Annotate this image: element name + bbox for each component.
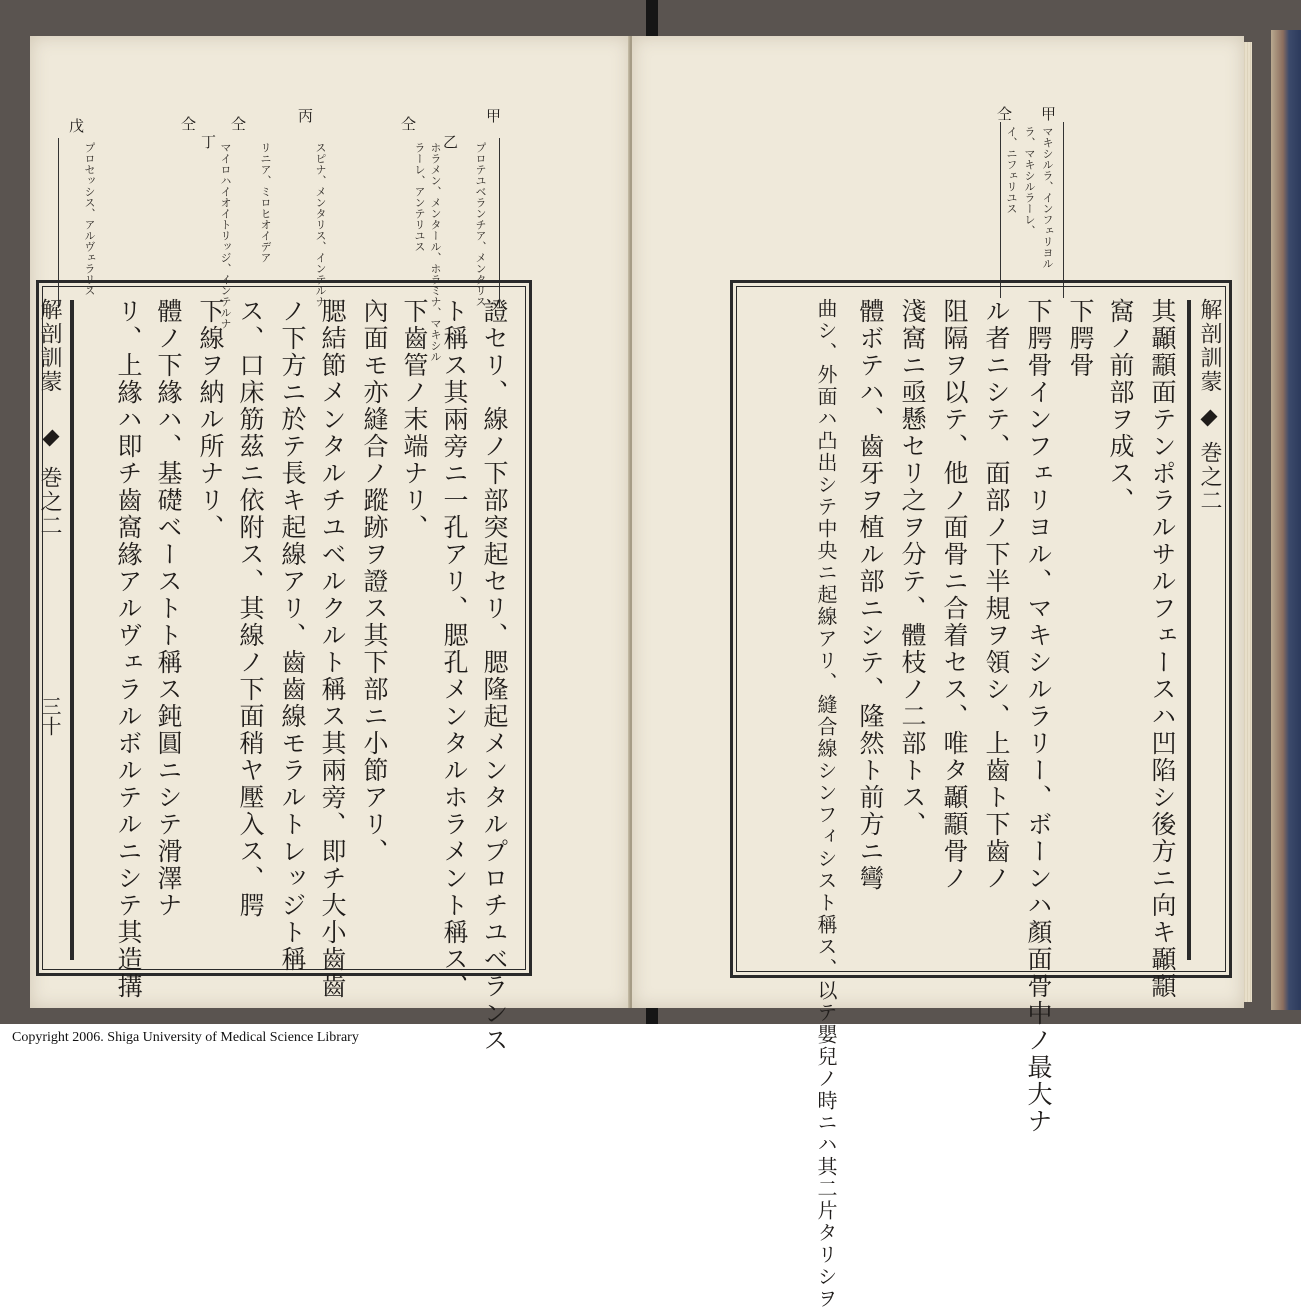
annotation-note: リニア、ミロヒオイデア [259,142,272,263]
text-column: 腮結節メンタルチユベルクルト稱ス其兩旁、即チ大小齒齒 [318,298,347,1000]
text-column: 窩ノ前部ヲ成ス、 [1106,298,1135,514]
annotation-note: スピナ、メンタリス、インテルナ [314,142,327,307]
book-cover-edge [1271,30,1301,1010]
label-do: 仝 [995,106,1013,121]
label-otsu: 乙 [441,134,459,149]
text-column: 阻隔ヲ以テ、他ノ面骨ニ合着セス、唯タ顳顬骨ノ [940,298,969,892]
label-bo: 戊 [67,118,85,133]
margin-volume: 巻之二 [37,466,62,538]
text-column: 體ボテハ、齒牙ヲ植ル部ニシテ、隆然ト前方ニ彎 [856,298,885,892]
text-column: 曲シ、外面ハ凸出シテ中央ニ起線アリ、縫合線シンフィシスト稱ス、以テ嬰兒ノ時ニハ其二片タリシヲ [814,298,838,1310]
text-column: 下齒管ノ末端ナリ、 [400,298,429,541]
text-column: 內面モ亦縫合ノ蹤跡ヲ證ス其下部ニ小節アリ、 [360,298,389,865]
text-column: 體ノ下緣ハ、基礎ベーストト稱ス鈍圓ニシテ滑澤ナ [154,298,183,919]
label-do-1: 仝 [399,116,417,131]
text-column: リ、上緣ハ即チ齒窩緣アルヴェラルボルテルニシテ其造搆 [114,298,143,1000]
folio-number: 三十 [38,696,62,736]
header-book-title: 解剖訓蒙 [1197,298,1222,394]
header-volume: 巻之二 [1197,441,1222,513]
margin-divider [70,300,74,960]
annotation-note: ラーレ、アンテリユス [413,142,426,252]
copyright-notice: Copyright 2006. Shiga University of Medical Science Library [12,1030,359,1045]
label-do-2: 仝 [229,116,247,131]
text-column: 淺窩ニ亟懸セリ之ヲ分テ、體枝ノ二部トス、 [898,298,927,838]
annotation-note: プロテユベランチア、メンタリス [474,142,487,307]
label-ki: 甲 [484,108,502,123]
bookmark-ribbon-top [646,0,658,36]
margin-divider [1187,300,1191,960]
label-hei: 丙 [296,108,314,123]
text-column: 其顳顬面テンポラルサルフェースハ凹陷シ後方ニ向キ顳顬 [1148,298,1177,1000]
label-ki: 甲 [1039,106,1057,121]
annotation-note: プロセッシス、アルヴェラリス [83,142,96,296]
label-do-3: 仝 [179,116,197,131]
text-column: 證セリ、線ノ下部突起セリ、腮隆起メンタルプロチユベランス [480,298,509,1054]
right-page [632,36,1244,1310]
text-column: 下腭骨インフェリヨル、マキシルラリー、ボーンハ顏面骨中ノ最大ナ [1024,298,1053,1135]
text-column: ト稱ス其兩旁ニ一孔アリ、腮孔メンタルホラメント稱ス、 [440,298,469,1000]
text-column: ス、口床筋茲ニ依附ス、其線ノ下面稍ヤ壓入ス、腭 [236,298,265,919]
annotation-note: マイロハイオイトリッジ、インテルナ [219,142,232,329]
annotation-note: ホラメン、メンタール、ホラミナ、マキシル [429,142,442,362]
text-column: 下線ヲ納ル所ナリ、 [196,298,225,541]
label-tei: 丁 [199,134,217,149]
annotation-note: マキシルラ、インフェリヨル [1041,126,1054,269]
text-column: ノ下方ニ於テ長キ起線アリ、齒齒線モラルトレッジト稱 [278,298,307,973]
margin-book-title: 解剖訓蒙 [37,298,62,394]
annotation-note: イ、ニフェリユス [1005,126,1018,214]
annotation-note: ラ、マキシルラーレ、 [1023,126,1036,236]
text-column: 下腭骨 [1066,298,1095,379]
text-column: ル者ニシテ、面部ノ下半規ヲ領シ、上齒ト下齒ノ [982,298,1011,892]
